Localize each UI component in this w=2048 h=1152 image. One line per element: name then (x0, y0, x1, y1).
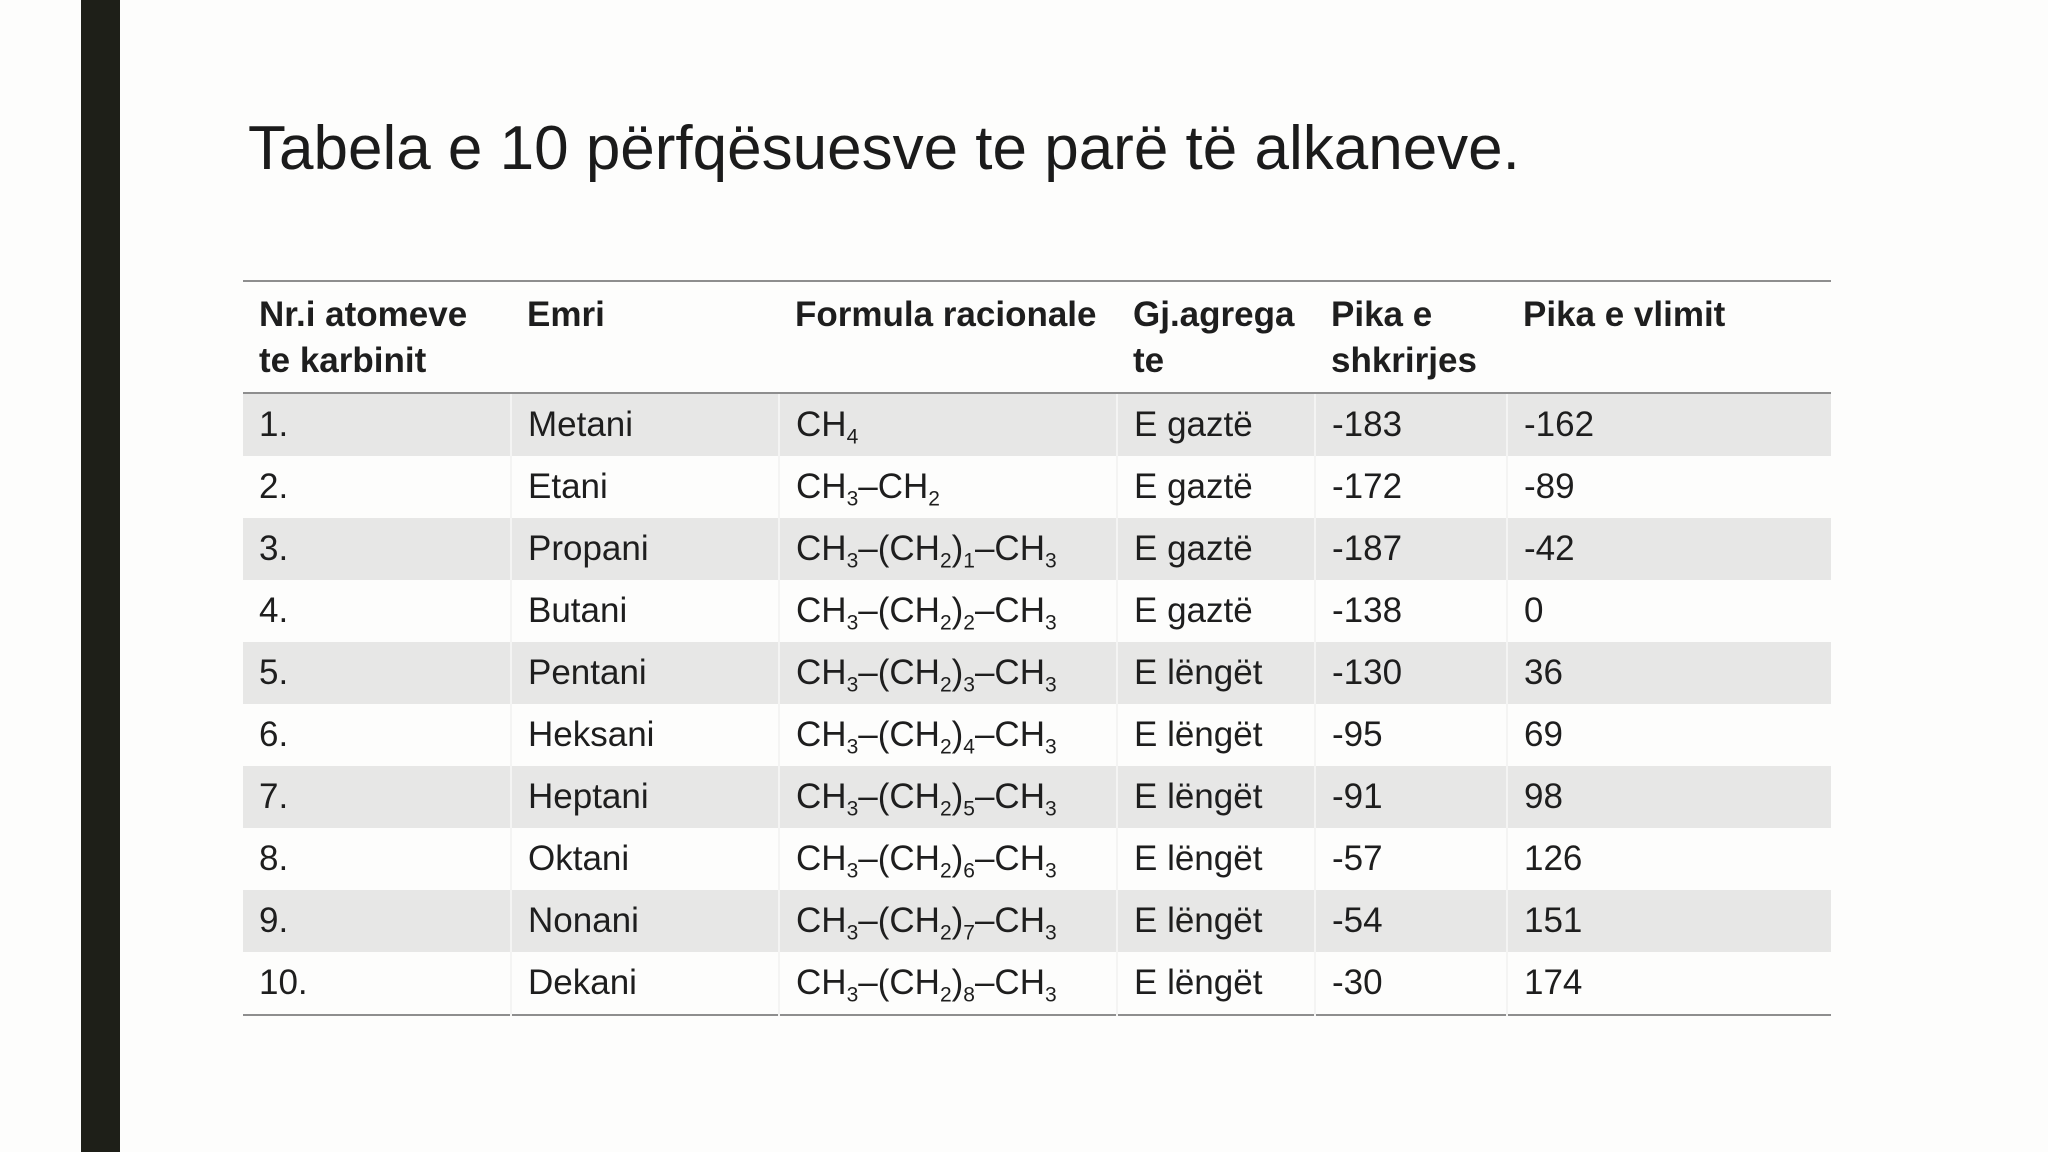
alkanes-table (243, 280, 1831, 1016)
formula-subscript: 3 (846, 487, 859, 511)
formula-text: CH (796, 777, 847, 816)
table-row (243, 456, 1831, 518)
formula-cell (779, 518, 1117, 580)
melting-point-cell: -187 (1315, 518, 1507, 580)
formula-text: –(CH (858, 529, 940, 568)
boiling-point-cell: 174 (1507, 952, 1831, 1015)
formula-subscript: 3 (1045, 735, 1057, 759)
formula-cell (779, 766, 1117, 828)
table-row (243, 890, 1831, 952)
name-cell: Etani (511, 456, 779, 518)
header-rational-formula: Formula racionale (779, 281, 1117, 393)
aggregate-state-cell: E gaztë (1117, 518, 1315, 580)
carbon-count-cell: 10. (259, 963, 308, 1002)
formula-text: –(CH (858, 901, 940, 940)
aggregate-state-cell: E lëngët (1117, 704, 1315, 766)
table-row (243, 518, 1831, 580)
melting-point-cell: -138 (1315, 580, 1507, 642)
formula-cell (779, 580, 1117, 642)
melting-point-cell: -130 (1315, 642, 1507, 704)
formula-subscript: 2 (928, 487, 940, 511)
table-row (243, 642, 1831, 704)
formula-subscript: 7 (963, 921, 975, 945)
name-cell: Dekani (511, 952, 779, 1015)
carbon-count-cell: 2. (259, 467, 289, 506)
formula-subscript: 3 (963, 673, 975, 697)
formula-cell (779, 952, 1117, 1015)
formula-text: ) (951, 653, 964, 692)
formula-text: –CH (974, 839, 1045, 878)
formula-subscript: 2 (939, 673, 952, 697)
carbon-count-cell: 9. (243, 890, 511, 952)
table-row (243, 828, 1831, 890)
slide-title: Tabela e 10 përfqësuesve te parë të alkaneve. (248, 114, 1520, 183)
formula-subscript: 3 (1045, 983, 1057, 1007)
boiling-point-cell: 36 (1507, 642, 1831, 704)
formula-subscript: 3 (1045, 673, 1057, 697)
formula-text: CH (796, 529, 847, 568)
table-row (243, 952, 1831, 1015)
formula-subscript: 3 (1045, 921, 1057, 945)
melting-point-cell: -54 (1315, 890, 1507, 952)
aggregate-state-cell: E lëngët (1117, 828, 1315, 890)
name-cell: Propani (511, 518, 779, 580)
header-boiling-point: Pika e vlimit (1507, 281, 1831, 393)
table-body (243, 393, 1831, 1015)
name-cell: Nonani (511, 890, 779, 952)
formula-text: –CH (974, 963, 1045, 1002)
formula-text: CH (796, 405, 847, 444)
formula-text: –CH (974, 715, 1045, 754)
name-cell: Metani (511, 393, 779, 456)
table-header-row (243, 281, 1831, 393)
header-aggregate-state: Gj.agrega te (1117, 281, 1315, 393)
boiling-point-cell: -42 (1507, 518, 1831, 580)
formula-subscript: 2 (939, 549, 952, 573)
formula-subscript: 2 (939, 797, 952, 821)
aggregate-state-cell: E lëngët (1117, 642, 1315, 704)
formula-subscript: 8 (963, 983, 975, 1007)
melting-point-cell: -172 (1315, 456, 1507, 518)
formula-subscript: 3 (846, 859, 859, 883)
formula-text: ) (951, 715, 964, 754)
aggregate-state-cell: E lëngët (1117, 766, 1315, 828)
formula-cell (779, 704, 1117, 766)
aggregate-state-cell: E lëngët (1117, 952, 1315, 1015)
formula-text: –(CH (858, 653, 940, 692)
formula-text: ) (951, 777, 964, 816)
formula-text: –CH (974, 529, 1045, 568)
header-name: Emri (511, 281, 779, 393)
carbon-count-cell: 3. (243, 518, 511, 580)
formula-text: ) (951, 839, 964, 878)
formula-subscript: 3 (1045, 549, 1057, 573)
carbon-count-cell: 8. (259, 839, 289, 878)
melting-point-cell: -183 (1315, 393, 1507, 456)
formula-text: CH (796, 901, 847, 940)
formula-text: –CH (974, 777, 1045, 816)
formula-text: –CH (974, 901, 1045, 940)
formula-subscript: 1 (963, 549, 975, 573)
formula-subscript: 4 (846, 425, 859, 449)
formula-text: –(CH (858, 839, 940, 878)
slide-side-bar (81, 0, 120, 1152)
formula-text: –(CH (858, 715, 940, 754)
melting-point-cell: -95 (1315, 704, 1507, 766)
formula-text: CH (796, 963, 847, 1002)
name-cell: Oktani (511, 828, 779, 890)
carbon-count-cell: 5. (243, 642, 511, 704)
formula-subscript: 6 (963, 859, 975, 883)
boiling-point-cell: 98 (1507, 766, 1831, 828)
formula-text: –(CH (858, 591, 940, 630)
name-cell: Butani (511, 580, 779, 642)
formula-text: –CH (858, 467, 929, 506)
formula-cell (779, 456, 1117, 518)
table-row (243, 704, 1831, 766)
formula-text: CH (796, 591, 847, 630)
boiling-point-cell: -89 (1507, 456, 1831, 518)
formula-text: CH (796, 467, 847, 506)
formula-subscript: 5 (963, 797, 975, 821)
aggregate-state-cell: E gaztë (1117, 456, 1315, 518)
formula-subscript: 4 (963, 735, 975, 759)
formula-cell (779, 890, 1117, 952)
carbon-count-cell: 1. (243, 393, 511, 456)
formula-subscript: 2 (939, 611, 952, 635)
header-carbon-count: Nr.i atomeve te karbinit (243, 281, 511, 393)
formula-cell (779, 393, 1117, 456)
formula-subscript: 3 (1045, 797, 1057, 821)
aggregate-state-cell: E lëngët (1117, 890, 1315, 952)
formula-text: –CH (974, 653, 1045, 692)
formula-cell (779, 642, 1117, 704)
formula-subscript: 3 (846, 797, 859, 821)
formula-subscript: 3 (846, 735, 859, 759)
aggregate-state-cell: E gaztë (1117, 580, 1315, 642)
formula-text: –CH (974, 591, 1045, 630)
table-row (243, 580, 1831, 642)
formula-text: –(CH (858, 777, 940, 816)
formula-text: CH (796, 839, 847, 878)
formula-subscript: 2 (939, 921, 952, 945)
formula-text: ) (951, 963, 964, 1002)
formula-subscript: 3 (846, 549, 859, 573)
formula-subscript: 3 (846, 921, 859, 945)
melting-point-cell: -57 (1315, 828, 1507, 890)
formula-subscript: 2 (939, 983, 952, 1007)
name-cell: Pentani (511, 642, 779, 704)
formula-cell (779, 828, 1117, 890)
name-cell: Heksani (511, 704, 779, 766)
formula-text: CH (796, 653, 847, 692)
formula-subscript: 2 (939, 859, 952, 883)
formula-subscript: 3 (1045, 611, 1057, 635)
formula-text: ) (951, 591, 964, 630)
formula-subscript: 3 (1045, 859, 1057, 883)
name-cell: Heptani (511, 766, 779, 828)
formula-subscript: 3 (846, 611, 859, 635)
formula-text: CH (796, 715, 847, 754)
formula-subscript: 2 (963, 611, 975, 635)
boiling-point-cell: -162 (1507, 393, 1831, 456)
melting-point-cell: -30 (1315, 952, 1507, 1015)
formula-subscript: 3 (846, 673, 859, 697)
aggregate-state-cell: E gaztë (1117, 393, 1315, 456)
carbon-count-cell: 4. (259, 591, 289, 630)
header-melting-point: Pika e shkrirjes (1315, 281, 1507, 393)
table-row (243, 766, 1831, 828)
table-row (243, 393, 1831, 456)
formula-text: –(CH (858, 963, 940, 1002)
formula-subscript: 2 (939, 735, 952, 759)
boiling-point-cell: 0 (1507, 580, 1831, 642)
formula-text: ) (951, 901, 964, 940)
melting-point-cell: -91 (1315, 766, 1507, 828)
formula-subscript: 3 (846, 983, 859, 1007)
boiling-point-cell: 151 (1507, 890, 1831, 952)
carbon-count-cell: 6. (259, 715, 289, 754)
carbon-count-cell: 7. (243, 766, 511, 828)
formula-text: ) (951, 529, 964, 568)
boiling-point-cell: 69 (1507, 704, 1831, 766)
boiling-point-cell: 126 (1507, 828, 1831, 890)
